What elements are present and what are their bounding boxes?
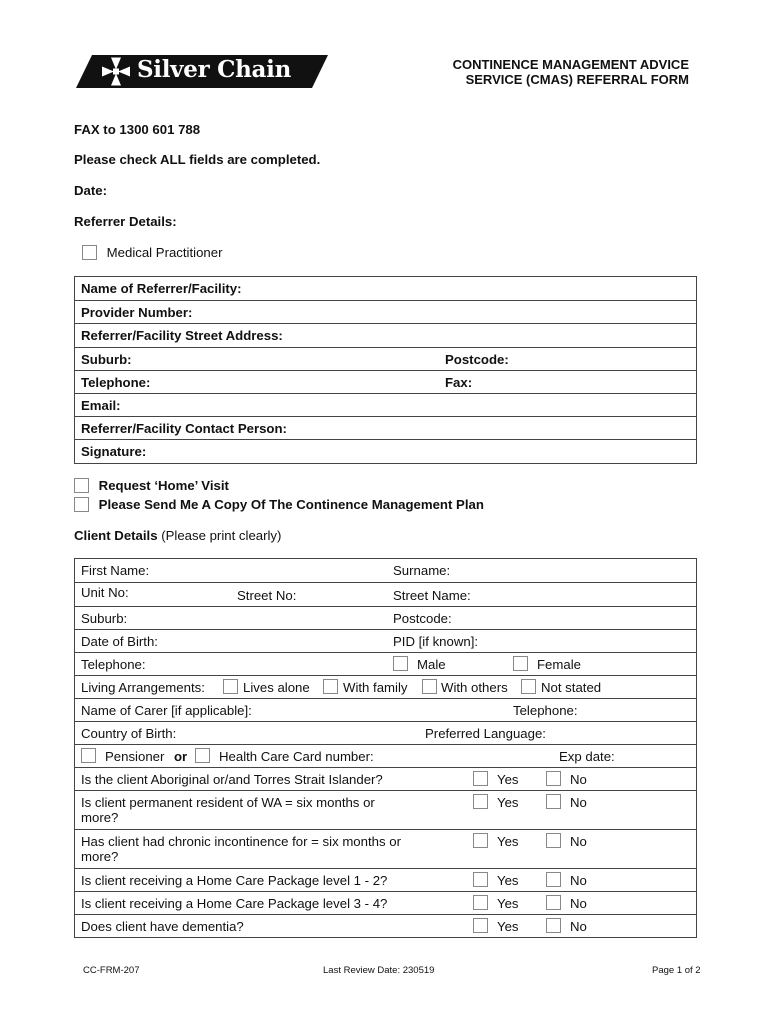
country-of-birth-label: Country of Birth: — [81, 726, 177, 741]
chronic-no-checkbox[interactable] — [546, 833, 561, 848]
country-row[interactable] — [75, 721, 696, 744]
male-label: Male — [417, 657, 446, 672]
provider-number-label: Provider Number: — [81, 305, 193, 321]
dementia-yes-checkbox[interactable] — [473, 918, 488, 933]
hcp34-yes-label: Yes — [497, 896, 519, 911]
referrer-suburb-label: Suburb: — [81, 351, 132, 367]
send-copy-label: Please Send Me A Copy Of The Continence Management Plan — [98, 497, 484, 513]
pid-label: PID [if known]: — [393, 634, 479, 649]
pensioner-checkbox[interactable] — [81, 748, 96, 763]
client-details-table — [74, 558, 697, 938]
send-copy-option[interactable] — [74, 496, 484, 512]
pensioner-label: Pensioner — [105, 749, 165, 764]
lives-alone-checkbox[interactable] — [223, 679, 238, 694]
home-visit-label: Request ‘Home’ Visit — [98, 478, 229, 494]
aboriginal-no-label: No — [570, 772, 587, 787]
chronic-question-row[interactable] — [75, 829, 696, 868]
aboriginal-no-checkbox[interactable] — [546, 771, 561, 786]
check-instruction: Please check ALL fields are completed. — [74, 152, 321, 167]
logo-text: Silver Chain — [137, 56, 291, 83]
not-stated-checkbox[interactable] — [521, 679, 536, 694]
referrer-contact-label: Referrer/Facility Contact Person: — [81, 421, 287, 437]
resident-question-row[interactable] — [75, 790, 696, 829]
hcp12-no-checkbox[interactable] — [546, 872, 561, 887]
client-details-heading-note: (Please print clearly) — [161, 528, 282, 543]
referrer-details-table — [74, 276, 697, 464]
chronic-yes-label: Yes — [497, 834, 519, 849]
referrer-name-row[interactable] — [75, 277, 696, 300]
medical-practitioner-label: Medical Practitioner — [106, 245, 223, 261]
hcp34-question: Is client receiving a Home Care Package level 3 - 4? — [81, 896, 388, 911]
female-label: Female — [537, 657, 581, 672]
hcp12-yes-label: Yes — [497, 873, 519, 888]
surname-label: Surname: — [393, 563, 451, 578]
dementia-question: Does client have dementia? — [81, 919, 244, 934]
client-details-heading-bold: Client Details — [74, 528, 158, 543]
carer-label: Name of Carer [if applicable]: — [81, 703, 252, 718]
last-review-date: Last Review Date: 230519 — [323, 965, 435, 976]
street-name-label: Street Name: — [393, 588, 471, 603]
dementia-question-row[interactable] — [75, 914, 696, 937]
hcp34-no-checkbox[interactable] — [546, 895, 561, 910]
chronic-question: Has client had chronic incontinence for = six months or more? — [81, 834, 401, 864]
client-name-row[interactable] — [75, 559, 696, 582]
resident-question: Is client permanent resident of WA = six months or more? — [81, 795, 375, 825]
resident-no-checkbox[interactable] — [546, 794, 561, 809]
carer-row[interactable] — [75, 698, 696, 721]
referrer-contact-row[interactable] — [75, 416, 696, 439]
hcp12-no-label: No — [570, 873, 587, 888]
home-visit-checkbox[interactable] — [74, 478, 89, 493]
referrer-signature-label: Signature: — [81, 444, 147, 460]
aboriginal-question: Is the client Aboriginal or/and Torres Strait Islander? — [81, 772, 383, 787]
hcp12-question: Is client receiving a Home Care Package level 1 - 2? — [81, 873, 388, 888]
referrer-signature-row[interactable] — [75, 439, 696, 462]
dob-label: Date of Birth: — [81, 634, 158, 649]
silver-chain-logo — [76, 55, 328, 88]
aboriginal-question-row[interactable] — [75, 767, 696, 790]
referrer-email-row[interactable] — [75, 393, 696, 416]
aboriginal-yes-checkbox[interactable] — [473, 771, 488, 786]
concession-row[interactable] — [75, 744, 696, 767]
resident-no-label: No — [570, 795, 587, 810]
preferred-language-label: Preferred Language: — [425, 726, 546, 741]
unit-no-label: Unit No: — [81, 585, 129, 600]
medical-practitioner-option[interactable] — [82, 244, 222, 260]
hcp34-yes-checkbox[interactable] — [473, 895, 488, 910]
send-copy-checkbox[interactable] — [74, 497, 89, 512]
resident-yes-label: Yes — [497, 795, 519, 810]
pensioner-or-label: or — [174, 749, 188, 764]
referrer-heading: Referrer Details: — [74, 214, 177, 229]
referrer-name-label: Name of Referrer/Facility: — [81, 281, 242, 296]
chronic-yes-checkbox[interactable] — [473, 833, 488, 848]
dementia-no-checkbox[interactable] — [546, 918, 561, 933]
client-telephone-label: Telephone: — [81, 657, 146, 672]
lives-alone-label: Lives alone — [243, 680, 310, 695]
referrer-fax-label: Fax: — [445, 374, 473, 390]
client-details-heading — [74, 528, 281, 543]
with-family-checkbox[interactable] — [323, 679, 338, 694]
fax-number: FAX to 1300 601 788 — [74, 122, 201, 137]
client-address-row[interactable] — [75, 582, 696, 606]
first-name-label: First Name: — [81, 563, 150, 578]
with-others-label: With others — [441, 680, 508, 695]
form-code: CC-FRM-207 — [83, 965, 140, 976]
female-checkbox[interactable] — [513, 656, 528, 671]
client-postcode-label: Postcode: — [393, 611, 452, 626]
dementia-yes-label: Yes — [497, 919, 519, 934]
street-no-label: Street No: — [237, 588, 297, 603]
living-arrangements-row[interactable] — [75, 675, 696, 698]
referrer-suburb-row[interactable] — [75, 347, 696, 370]
referrer-address-label: Referrer/Facility Street Address: — [81, 328, 283, 344]
exp-date-label: Exp date: — [559, 749, 615, 764]
not-stated-label: Not stated — [541, 680, 602, 695]
referrer-postcode-label: Postcode: — [445, 351, 509, 367]
aboriginal-yes-label: Yes — [497, 772, 519, 787]
health-care-card-checkbox[interactable] — [195, 748, 210, 763]
referrer-telephone-row[interactable] — [75, 370, 696, 393]
home-visit-option[interactable] — [74, 477, 229, 493]
provider-number-row[interactable] — [75, 300, 696, 323]
client-telephone-row[interactable] — [75, 652, 696, 675]
hcp34-no-label: No — [570, 896, 587, 911]
living-arrangements-label: Living Arrangements: — [81, 680, 205, 695]
page-number: Page 1 of 2 — [652, 965, 701, 976]
chronic-no-label: No — [570, 834, 587, 849]
medical-practitioner-checkbox[interactable] — [82, 245, 97, 260]
form-title-line2: SERVICE (CMAS) REFERRAL FORM — [465, 72, 689, 87]
client-suburb-label: Suburb: — [81, 611, 128, 626]
client-suburb-row[interactable] — [75, 606, 696, 629]
carer-telephone-label: Telephone: — [513, 703, 578, 718]
hcp12-yes-checkbox[interactable] — [473, 872, 488, 887]
form-title-line1: CONTINENCE MANAGEMENT ADVICE — [452, 57, 689, 72]
health-care-card-label: Health Care Card number: — [219, 749, 374, 764]
male-checkbox[interactable] — [393, 656, 408, 671]
with-family-label: With family — [343, 680, 408, 695]
with-others-checkbox[interactable] — [422, 679, 437, 694]
hcp12-question-row[interactable] — [75, 868, 696, 891]
date-label: Date: — [74, 183, 107, 198]
client-dob-row[interactable] — [75, 629, 696, 652]
referrer-email-label: Email: — [81, 397, 121, 413]
resident-yes-checkbox[interactable] — [473, 794, 488, 809]
hcp34-question-row[interactable] — [75, 891, 696, 914]
dementia-no-label: No — [570, 919, 587, 934]
referrer-address-row[interactable] — [75, 323, 696, 346]
referrer-telephone-label: Telephone: — [81, 374, 151, 390]
form-title — [453, 57, 689, 87]
